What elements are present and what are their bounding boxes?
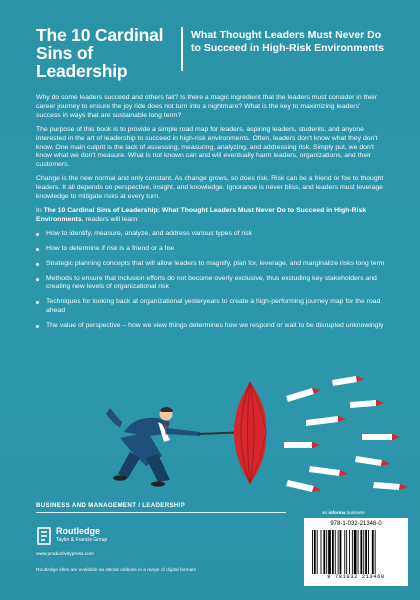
publisher-logo (36, 524, 156, 554)
learning-point: Techniques for looking back at organizational yesteryears to create a high-performing journey map for the road ahead (36, 298, 386, 316)
informa-suffix: business (345, 510, 365, 515)
barcode-digits: 9 781032 213460 (327, 574, 385, 580)
informa-brand: informa (328, 510, 346, 515)
learning-point: Methods to ensure that inclusion efforts do not become overly exclusive, thus excluding key stakeholders and creating new levels of organizational risk (36, 275, 386, 293)
publisher-url[interactable]: www.productivitypress.com (36, 552, 94, 557)
learn-intro-prefix: In (36, 206, 44, 214)
learning-point: How to determine if risk is a friend or a foe (36, 245, 386, 254)
informa-prefix: an (322, 510, 329, 515)
blurb (36, 94, 386, 337)
blurb-paragraph-3: Change is the new normal and only constant. As change grows, so does risk. Risk can be a friend or foe to thought leaders. It all depends on perspective, insight, and knowledge. Ignorance is never bliss, and leaders must leverage knowledge to mitigate risks at every turn. (36, 175, 384, 201)
ebook-note: Routledge titles are available as eBook editions in a range of digital formats (36, 568, 196, 573)
businessman-icon (106, 407, 200, 487)
informa-line (322, 510, 365, 515)
learning-point: The value of perspective – how we view things determines how we respond or wait to be disrupted unknowingly (36, 322, 386, 331)
learning-point: Strategic planning concepts that will allow leaders to magnify, plan for, leverage, and marginalize risks long term (36, 260, 386, 269)
learn-intro-title: The 10 Cardinal Sins of Leadership: What Thought Leaders Must Never Do to Succeed in High-Risk Environments (36, 206, 367, 223)
umbrella-icon (198, 382, 266, 484)
publisher-name: Routledge (56, 526, 100, 536)
footer-divider (36, 512, 286, 513)
blurb-paragraph-2: The purpose of this book is to provide a simple road map for leaders, aspiring leaders, students, and anyone interested in the art of leadership to succeed in high-risk environments. Often, leaders don't know what they don't know. One main culprit is the lack of assessing, measuring, analyzing, and addressing risk. Simply put, we don't know what we don't measure. What is not known can and will eventually harm leaders, organizations, and their customers. (36, 125, 378, 169)
isbn-number: 978-1-032-21346-0 (330, 521, 382, 527)
learn-intro-suffix: , readers will learn: (81, 215, 140, 223)
businessman-umbrella-illustration (100, 362, 420, 502)
publisher-group: Taylor & Francis Group (56, 537, 108, 543)
learning-point: How to identify, measure, analyze, and address various types of risk (36, 230, 386, 239)
book-subtitle: What Thought Leaders Must Never Do to Succeed in High-Risk Environments (191, 29, 385, 54)
isbn-barcode (304, 518, 408, 586)
blurb-paragraph-1: Why do some leaders succeed and others fail? Is there a magic ingredient that the leaders must consider in their career journey to ensure the joy ride does not turn into a nightmare? What is the key to maximizing leaders' success in ways that are sustainable long term? (36, 94, 377, 119)
book-title: The 10 Cardinal Sins of Leadership (36, 25, 164, 81)
subject-category: BUSINESS AND MANAGEMENT / LEADERSHIP (36, 502, 186, 509)
learn-intro (36, 207, 386, 225)
learning-points (36, 230, 386, 331)
routledge-logo-icon (36, 526, 52, 546)
cover-header (0, 0, 420, 88)
barcode-icon (312, 530, 400, 574)
rocket-icon (284, 376, 408, 492)
header-divider (181, 27, 183, 71)
